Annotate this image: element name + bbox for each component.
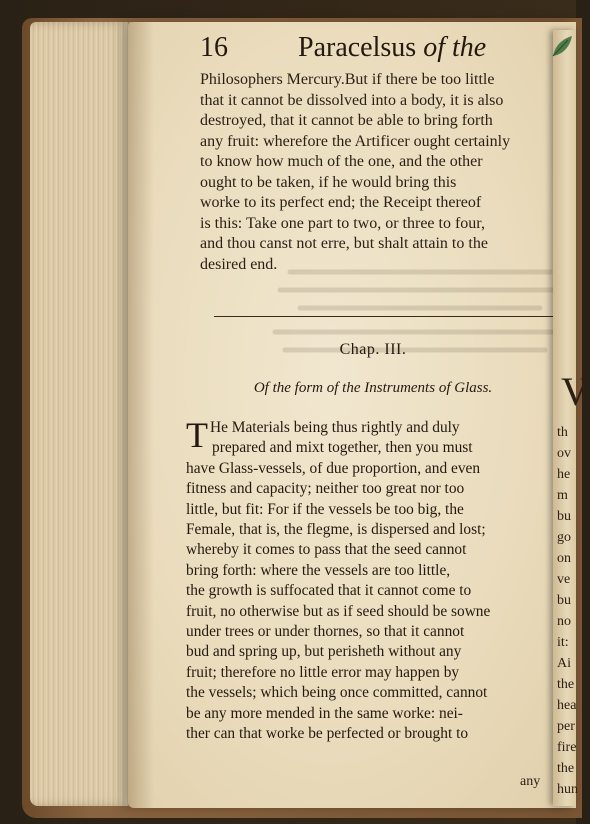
text-line: ought to be taken, if he would bring this — [200, 173, 457, 191]
fragment-text: Ai — [557, 656, 571, 671]
text-line: be any more mended in the same worke: nei- — [186, 704, 463, 722]
page-edges — [30, 22, 136, 806]
fragment-text: th — [557, 425, 568, 440]
fragment-text: fire — [557, 740, 577, 755]
text-line: under trees or under thornes, so that it cannot — [186, 623, 465, 641]
text-line: He Materials being thus rightly and duly — [210, 419, 460, 436]
fragment-text: go — [557, 530, 571, 545]
fragment-text: ve — [557, 572, 571, 587]
fragment-text: the — [557, 761, 575, 776]
facing-page-fragments — [553, 422, 578, 800]
section-rule — [214, 316, 554, 317]
text-line: to know how much of the one, and the other — [200, 153, 483, 170]
text-line: fitness and capacity; neither too great nor too — [186, 480, 465, 498]
running-head-italic: of the — [423, 32, 487, 63]
catchword: any — [520, 774, 541, 789]
page-header — [200, 30, 560, 68]
text-line: destroyed, that it cannot be able to bring forth — [200, 112, 493, 129]
chapter-body — [186, 415, 558, 745]
text-line: little, but fit: For if the vessels be too big, the — [186, 500, 464, 518]
text-line: is this: Take one part to two, or three to four, — [200, 214, 485, 232]
text-line: bring forth: where the vessels are too little, — [186, 561, 451, 579]
chapter-heading: Chap. III. — [339, 341, 407, 358]
running-head-roman: Paracelsus — [298, 32, 417, 63]
fragment-text: bu — [557, 509, 571, 524]
page-gutter-shadow — [128, 22, 154, 808]
text-line: Female, that is, the flegme, is dispersed and lost; — [186, 521, 486, 539]
fragment-text: hun — [557, 782, 578, 797]
fragment-text: the — [557, 677, 575, 692]
paragraph-continued — [200, 70, 568, 275]
fragment-text: hea — [557, 698, 577, 713]
facing-page-edge — [553, 30, 590, 806]
text-line: Philosophers Mercury.But if there be too little — [200, 71, 495, 88]
text-line: fruit; therefore no little error may happen by — [186, 663, 460, 681]
fragment-text: no — [557, 614, 571, 629]
running-head — [298, 30, 486, 66]
text-line: worke to its perfect end; the Receipt thereof — [200, 194, 482, 211]
fragment-text: ov — [557, 446, 571, 461]
page-number: 16 — [200, 32, 228, 63]
fragment-text: it: — [557, 635, 569, 650]
chapter-subtitle: Of the form of the Instruments of Glass. — [253, 380, 493, 396]
drop-cap: T — [186, 415, 208, 455]
fragment-text: he — [557, 467, 571, 482]
text-line: and thou canst not erre, but shalt attain to the — [200, 235, 488, 252]
text-line: have Glass-vessels, of due proportion, and even — [186, 459, 481, 477]
text-line: prepared and mixt together, then you must — [212, 439, 473, 457]
text-line: any fruit: wherefore the Artificer ought certainly — [200, 132, 511, 150]
text-line: that it cannot be dissolved into a body, it is also — [200, 91, 504, 109]
text-line: ther can that worke be perfected or brought to — [186, 725, 469, 743]
text-line: desired end. — [200, 255, 278, 273]
text-line: the vessels; which being once committed, cannot — [186, 684, 488, 702]
text-line: whereby it comes to pass that the seed cannot — [186, 541, 467, 559]
fragment-text: on — [557, 551, 571, 566]
fragment-text: bu — [557, 593, 571, 608]
leaf-icon — [550, 34, 574, 60]
text-line: the growth is suffocated that it cannot come to — [186, 582, 472, 600]
fragment-text: per — [557, 719, 575, 734]
text-line: bud and spring up, but perisheth without any — [186, 643, 462, 661]
fragment-text: m — [557, 488, 568, 503]
facing-page-initial: V — [561, 369, 590, 414]
text-line: fruit, no otherwise but as if seed should be sowne — [186, 602, 491, 620]
